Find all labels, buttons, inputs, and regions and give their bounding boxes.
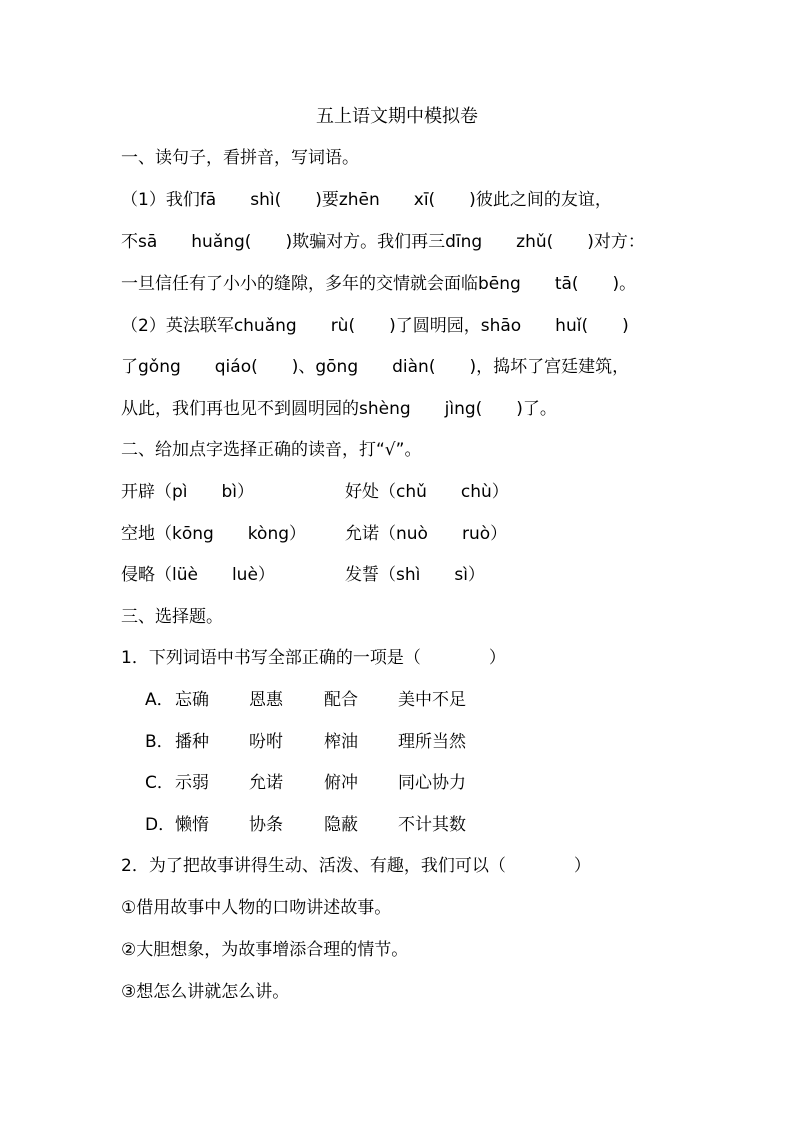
pinyin-item: 侵略（lüè luè） bbox=[121, 565, 275, 585]
pinyin-item: 空地（kōng kòng） bbox=[121, 524, 307, 544]
pinyin-item: 好处（chǔ chù） bbox=[345, 482, 509, 502]
section-1-line-6: 从此，我们再也见不到圆明园的shèng jìng( )了。 bbox=[121, 399, 557, 419]
section-1-line-5: 了gǒng qiáo( )、gōng diàn( )，捣坏了宫廷建筑， bbox=[121, 357, 630, 377]
section-1-line-4: （2）英法联军chuǎng rù( )了圆明园，shāo huǐ( ) bbox=[121, 316, 629, 336]
question-2-stem: 2．为了把故事讲得生动、活泼、有趣，我们可以（ ） bbox=[121, 856, 591, 876]
question-2-option: ①借用故事中人物的口吻讲述故事。 bbox=[121, 898, 392, 918]
section-1-line-1: （1）我们fā shì( )要zhēn xī( )彼此之间的友谊， bbox=[121, 190, 612, 210]
question-2-option: ②大胆想象，为故事增添合理的情节。 bbox=[121, 940, 409, 960]
pinyin-item: 允诺（nuò ruò） bbox=[345, 524, 508, 544]
section-2-heading: 二、给加点字选择正确的读音，打“√”。 bbox=[121, 440, 422, 460]
question-1-stem: 1．下列词语中书写全部正确的一项是（ ） bbox=[121, 648, 506, 668]
section-1-heading: 一、读句子，看拼音，写词语。 bbox=[121, 148, 359, 168]
section-1-line-2: 不sā huǎng( )欺骗对方。我们再三dīng zhǔ( )对方： bbox=[121, 232, 645, 252]
pinyin-item: 发誓（shì sì） bbox=[345, 565, 485, 585]
pinyin-item: 开辟（pì bì） bbox=[121, 482, 255, 502]
section-3-heading: 三、选择题。 bbox=[121, 607, 223, 627]
exam-title: 五上语文期中模拟卷 bbox=[316, 106, 478, 127]
question-2-option: ③想怎么讲就怎么讲。 bbox=[121, 982, 290, 1002]
section-1-line-3: 一旦信任有了小小的缝隙，多年的交情就会面临bēng tā( )。 bbox=[121, 274, 637, 294]
